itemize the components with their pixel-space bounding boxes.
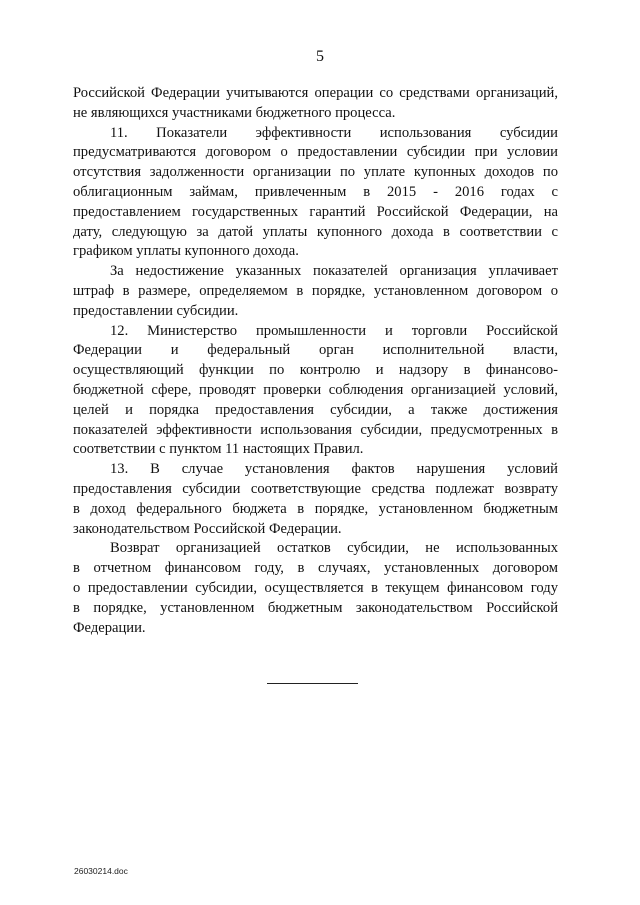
text-line: предоставлении субсидии.: [73, 302, 239, 319]
text-line: предоставлением государственных гарантий Российской Федерации, на: [73, 203, 558, 220]
text-line: графиком уплаты купонного дохода.: [73, 243, 299, 260]
text-line: 13. В случае установления фактов нарушения условий: [110, 461, 558, 478]
text-line: показателей эффективности использования субсидии, предусмотренных в: [73, 421, 558, 438]
page-number: 5: [316, 48, 324, 65]
text-line: законодательством Российской Федерации.: [73, 520, 342, 537]
document-body: [73, 84, 558, 638]
text-line: не являющихся участниками бюджетного процесса.: [73, 104, 396, 121]
text-line: штраф в размере, определяемом в порядке, установленном договором о: [73, 282, 558, 299]
paragraph-12: [73, 322, 558, 461]
text-line: бюджетной сфере, проводят проверки соблюдения организацией условий,: [73, 381, 558, 398]
paragraph-penalty: [73, 262, 558, 321]
text-line: 11. Показатели эффективности использования субсидии: [110, 124, 558, 141]
text-line: осуществляющий функции по контролю и надзору в финансово-: [73, 362, 558, 379]
text-line: в порядке, установленном бюджетным законодательством Российской: [73, 599, 558, 616]
paragraph-refund: [73, 539, 558, 638]
text-line: в доход федерального бюджета в порядке, установленном бюджетным: [73, 500, 558, 517]
text-line: Федерации и федеральный орган исполнительной власти,: [73, 342, 558, 359]
end-divider: [267, 683, 358, 684]
paragraph-11: [73, 124, 558, 263]
file-name-footer: 26030214.doc: [74, 866, 128, 876]
text-line: о предоставлении субсидии, осуществляется в текущем финансовом году: [73, 579, 558, 596]
paragraph-continuation: [73, 84, 558, 124]
text-line: отсутствия задолженности организации по уплате купонных доходов по: [73, 164, 558, 181]
text-line: предусматриваются договором о предоставлении субсидии при условии: [73, 144, 558, 161]
text-line: облигационным займам, привлеченным в 2015 - 2016 годах с: [73, 183, 558, 200]
text-line: дату, следующую за датой уплаты купонного дохода в соответствии с: [73, 223, 558, 240]
text-line: 12. Министерство промышленности и торговли Российской: [110, 322, 558, 339]
text-line: предоставления субсидии соответствующие средства подлежат возврату: [73, 480, 558, 497]
paragraph-13: [73, 460, 558, 539]
text-line: в отчетном финансовом году, в случаях, установленных договором: [73, 560, 558, 577]
text-line: За недостижение указанных показателей организация уплачивает: [110, 263, 558, 280]
text-line: целей и порядка предоставления субсидии, а также достижения: [73, 401, 558, 418]
text-line: соответствии с пунктом 11 настоящих Правил.: [73, 441, 364, 458]
text-line: Возврат организацией остатков субсидии, не использованных: [110, 540, 558, 557]
text-line: Федерации.: [73, 619, 146, 636]
text-line: Российской Федерации учитываются операции со средствами организаций,: [73, 85, 558, 101]
